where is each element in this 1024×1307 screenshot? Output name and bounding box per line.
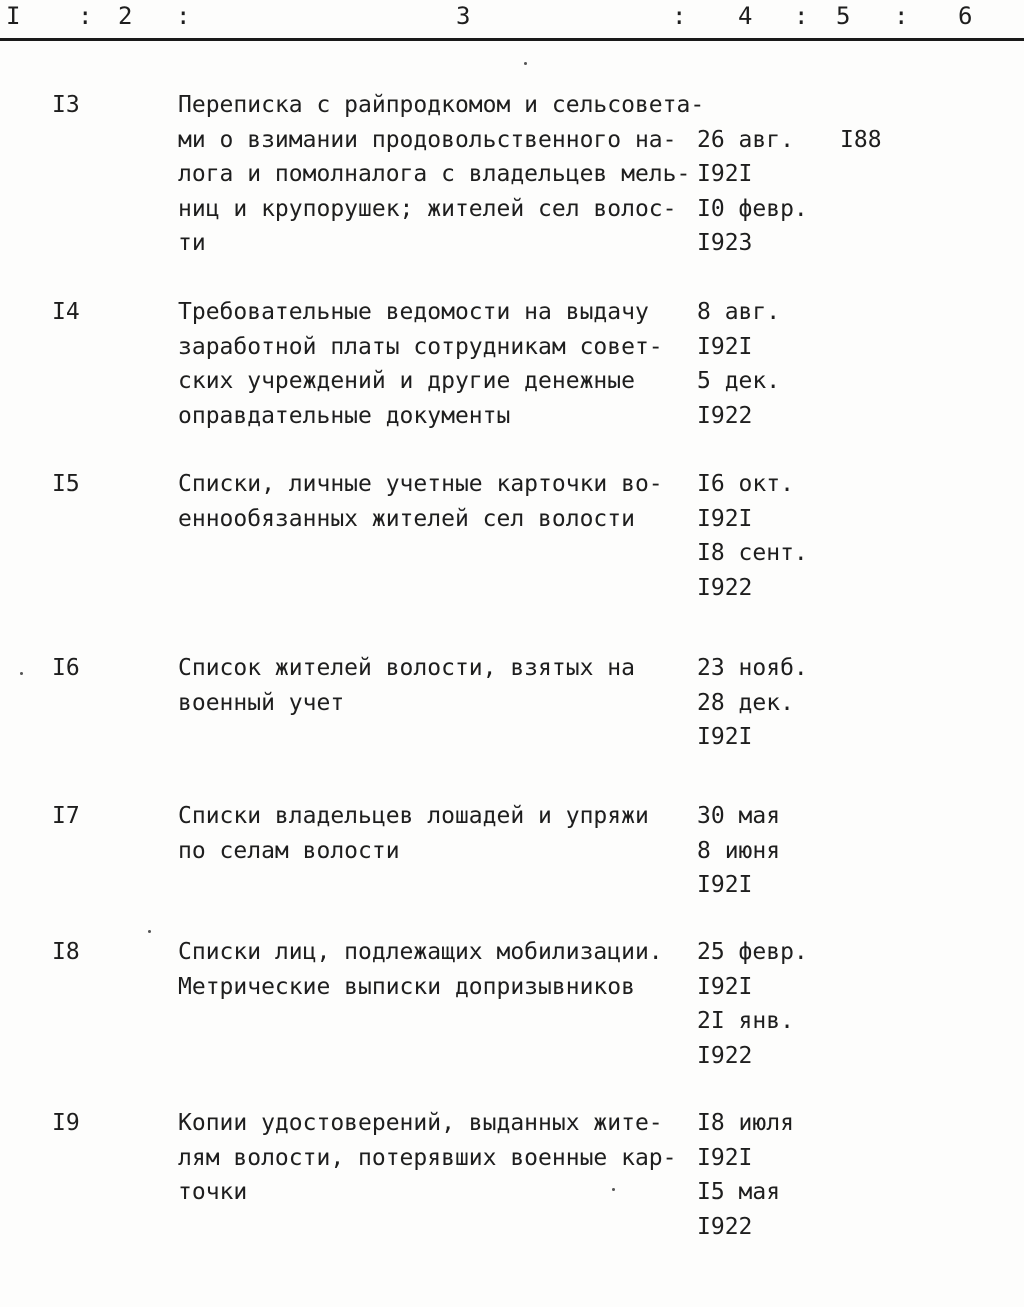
entry-dates bbox=[697, 799, 827, 903]
entry-title-line: лога и помолналога с владельцев мель- bbox=[178, 161, 691, 187]
scan-speck bbox=[524, 62, 527, 65]
entry-date-line: 26 авг. bbox=[697, 126, 794, 153]
entry-date-line: I92I bbox=[697, 505, 753, 532]
entry-date-line: 5 дек. bbox=[697, 368, 781, 394]
header-rule bbox=[0, 38, 1024, 41]
entry-title-line: ниц и крупорушек; жителей сел волос- bbox=[178, 195, 677, 222]
entry-sheet-count: I88 bbox=[840, 126, 882, 153]
entry-title bbox=[178, 935, 698, 1004]
column-separator: : bbox=[672, 2, 687, 30]
entry-date-line: 28 дек. bbox=[697, 689, 794, 716]
entry-date-line: 8 авг. bbox=[697, 299, 781, 325]
entry-date-line: I922 bbox=[697, 1213, 753, 1240]
column-separator: : bbox=[78, 2, 93, 30]
entry-date-line: I92I bbox=[697, 724, 753, 750]
entry-date-line: 8 июня bbox=[697, 837, 781, 864]
entry-date-line: I922 bbox=[697, 1042, 753, 1069]
entry-number: I8 bbox=[52, 939, 80, 965]
entry-dates bbox=[697, 88, 827, 261]
entry-title-line: точки bbox=[178, 1179, 248, 1205]
scan-speck bbox=[20, 672, 23, 675]
column-number-header bbox=[0, 0, 1024, 40]
column-1-number: I bbox=[6, 2, 21, 30]
entry-title-line: ми о взимании продовольственного на- bbox=[178, 126, 677, 153]
entry-title bbox=[178, 467, 698, 536]
column-separator: : bbox=[794, 2, 809, 30]
column-separator: : bbox=[176, 2, 191, 30]
column-2-number: 2 bbox=[118, 2, 133, 30]
column-6-number: 6 bbox=[958, 2, 973, 30]
entry-date-line: 23 нояб. bbox=[697, 655, 808, 681]
entry-title-line: Требовательные ведомости на выдачу bbox=[178, 299, 649, 325]
entry-number: I5 bbox=[52, 471, 80, 497]
entry-title bbox=[178, 651, 698, 720]
entry-title-line: военный учет bbox=[178, 689, 345, 716]
entry-date-line: I92I bbox=[697, 973, 753, 1000]
entry-number: I4 bbox=[52, 299, 80, 325]
entry-title-line: Списки лиц, подлежащих мобилизации. bbox=[178, 939, 663, 965]
entry-date-line: 25 февр. bbox=[697, 939, 808, 965]
entry-date-line: I92I bbox=[697, 1144, 753, 1171]
entry-title bbox=[178, 88, 705, 261]
entry-date-line bbox=[697, 88, 827, 123]
entry-title bbox=[178, 1106, 698, 1210]
entry-title-line: Списки владельцев лошадей и упряжи bbox=[178, 803, 649, 829]
entry-title-line: Переписка с райпродкомом и сельсовета- bbox=[178, 92, 705, 118]
column-3-number: 3 bbox=[456, 2, 471, 30]
entry-dates bbox=[697, 1106, 827, 1244]
column-5-number: 5 bbox=[836, 2, 851, 30]
entry-date-line: 2I янв. bbox=[697, 1008, 794, 1034]
entry-title-line: лям волости, потерявших военные кар- bbox=[178, 1144, 677, 1171]
scan-speck bbox=[148, 930, 151, 933]
entry-date-line: I5 мая bbox=[697, 1179, 781, 1205]
entry-title-line: заработной платы сотрудникам совет- bbox=[178, 333, 663, 360]
entry-title-line: оправдательные документы bbox=[178, 402, 511, 429]
entry-title bbox=[178, 799, 698, 868]
entry-date-line: I0 февр. bbox=[697, 195, 808, 222]
entry-title-line: Списки, личные учетные карточки во- bbox=[178, 471, 663, 497]
entry-dates bbox=[697, 295, 827, 433]
entry-dates bbox=[697, 467, 827, 605]
entry-number: I6 bbox=[52, 655, 80, 681]
scan-speck bbox=[612, 1188, 615, 1191]
entry-dates bbox=[697, 651, 827, 755]
entry-date-line: I922 bbox=[697, 402, 753, 429]
entry-number: I7 bbox=[52, 803, 80, 829]
entry-title-line: по селам волости bbox=[178, 837, 400, 864]
entry-date-line: I8 июля bbox=[697, 1110, 794, 1136]
entry-date-line: I6 окт. bbox=[697, 471, 794, 497]
entry-date-line: I92I bbox=[697, 161, 753, 187]
entry-date-line: I92I bbox=[697, 872, 753, 898]
entry-number: I3 bbox=[52, 92, 80, 118]
entry-title-line: Копии удостоверений, выданных жите- bbox=[178, 1110, 663, 1136]
column-separator: : bbox=[894, 2, 909, 30]
column-4-number: 4 bbox=[738, 2, 753, 30]
entry-title-line: ти bbox=[178, 230, 206, 256]
entry-date-line: I8 сент. bbox=[697, 540, 808, 566]
entry-date-line: I92I bbox=[697, 333, 753, 360]
entry-date-line: I922 bbox=[697, 574, 753, 601]
entry-date-line: 30 мая bbox=[697, 803, 781, 829]
entry-title-line: Список жителей волости, взятых на bbox=[178, 655, 635, 681]
entry-number: I9 bbox=[52, 1110, 80, 1136]
entry-title-line: ских учреждений и другие денежные bbox=[178, 368, 635, 394]
entry-title-line: еннообязанных жителей сел волости bbox=[178, 505, 635, 532]
entry-title-line: Метрические выписки допризывников bbox=[178, 973, 635, 1000]
entry-title bbox=[178, 295, 698, 433]
entry-dates bbox=[697, 935, 827, 1073]
entry-date-line: I923 bbox=[697, 230, 753, 256]
